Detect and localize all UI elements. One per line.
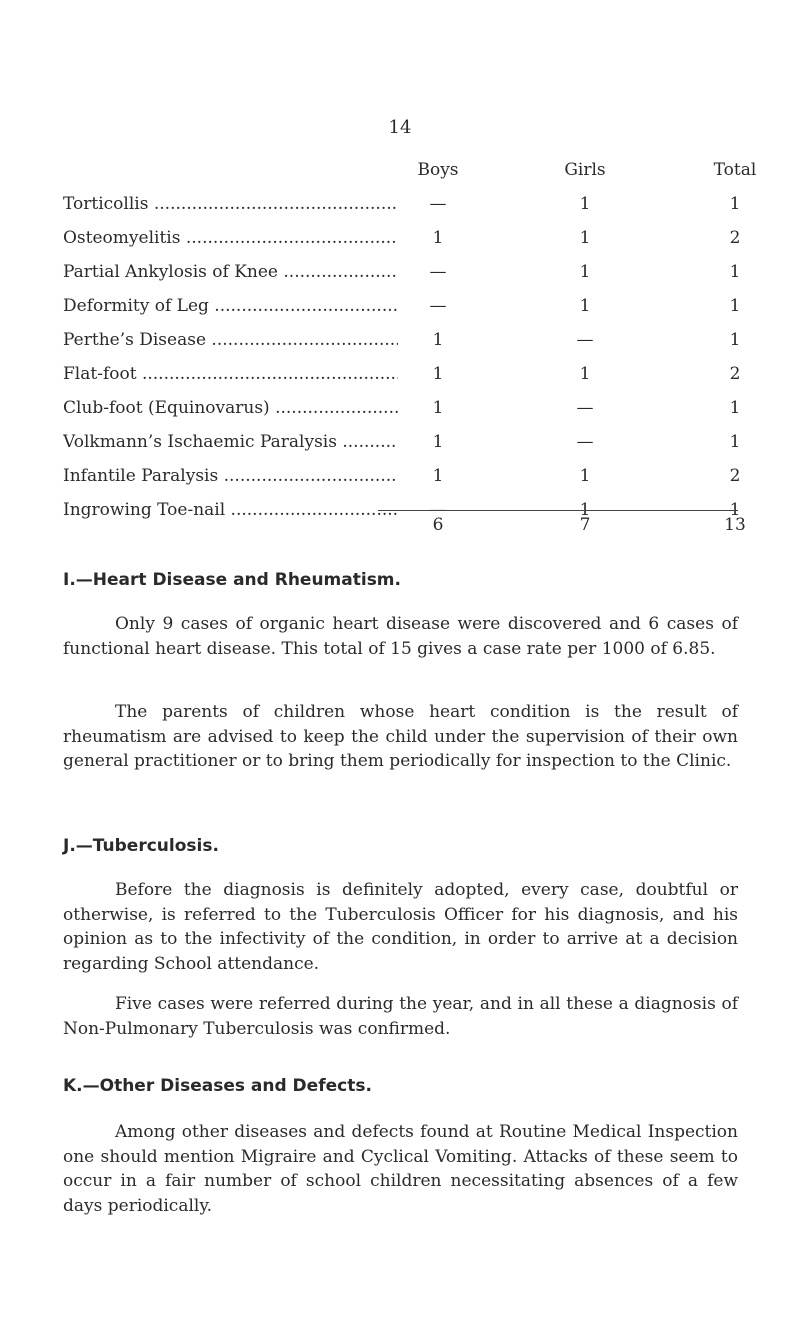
totals-divider [378,510,738,511]
table-row [63,194,743,228]
row-total: 1 [695,330,775,350]
row-boys: 1 [398,364,478,384]
row-label: Volkmann’s Ischaemic Paralysis ..... [63,432,453,452]
row-total: 1 [695,500,775,520]
total-boys: 6 [432,515,444,535]
row-label: Osteomyelitis ..... [63,228,453,248]
row-total: 1 [695,194,775,214]
table-row [63,432,743,466]
table-row [63,398,743,432]
row-label: Flat-foot ..... [63,364,453,384]
row-total: 1 [695,398,775,418]
row-boys: — [398,296,478,316]
row-total: 2 [695,364,775,384]
table-header [63,160,757,194]
table-row [63,466,743,500]
row-label: Perthe’s Disease ..... [63,330,453,350]
total-girls: 7 [579,515,591,535]
row-label: Club-foot (Equinovarus) ..... [63,398,453,418]
heading-heart-disease: I.—Heart Disease and Rheumatism. [63,570,401,590]
page-number: 14 [388,117,412,138]
row-label: Ingrowing Toe-nail ..... [63,500,453,520]
row-boys: 1 [398,228,478,248]
cases-table [63,160,757,534]
row-boys: 1 [398,330,478,350]
paragraph: Among other diseases and defects found at Routine Medical Inspection one should mention Migraire and Cyclical Vomiting. Attacks of these seem to occur in a fair number of school children necessitating absences of a few days periodically. [63,1122,738,1216]
paragraph: Before the diagnosis is definitely adopted, every case, doubtful or otherwise, is referred to the Tuberculosis Officer for his diagnosis, and his opinion as to the infectivity of the condition, in order to arrive at a decision regarding School attendance. [63,880,738,974]
row-label: Torticollis ..... [63,194,453,214]
paragraph: The parents of children whose heart condition is the result of rheumatism are advised to keep the child under the supervision of their own general practitioner or to bring them periodically for inspection to the Clinic. [63,702,738,771]
row-total: 1 [695,262,775,282]
table-row [63,228,743,262]
row-total: 1 [695,296,775,316]
paragraph: Five cases were referred during the year, and in all these a diagnosis of Non-Pulmonary Tuberculosis was confirmed. [63,994,738,1039]
header-total: Total [713,160,757,180]
row-girls: 1 [545,262,625,282]
row-girls: 1 [545,500,625,520]
row-girls: — [545,432,625,452]
row-girls: — [545,330,625,350]
row-total: 1 [695,432,775,452]
heading-other-diseases: K.—Other Diseases and Defects. [63,1076,372,1096]
header-boys: Boys [417,160,459,180]
row-girls: 1 [545,228,625,248]
table-row [63,262,743,296]
row-girls: 1 [545,364,625,384]
row-total: 2 [695,466,775,486]
header-girls: Girls [564,160,606,180]
row-boys: — [398,194,478,214]
row-girls: — [545,398,625,418]
row-label: Infantile Paralysis ..... [63,466,453,486]
row-boys: 1 [398,466,478,486]
row-girls: 1 [545,194,625,214]
row-label: Partial Ankylosis of Knee ..... [63,262,453,282]
table-row [63,296,743,330]
row-total: 2 [695,228,775,248]
total-all: 13 [724,515,746,535]
row-label: Deformity of Leg ..... [63,296,453,316]
totals-row [63,515,746,545]
row-boys: 1 [398,432,478,452]
row-girls: 1 [545,296,625,316]
row-boys: — [398,262,478,282]
row-girls: 1 [545,466,625,486]
table-row [63,364,743,398]
row-boys: — [398,500,478,520]
row-boys: 1 [398,398,478,418]
table-row [63,330,743,364]
heading-tuberculosis: J.—Tuberculosis. [63,836,219,856]
paragraph: Only 9 cases of organic heart disease were discovered and 6 cases of functional heart disease. This total of 15 gives a case rate per 1000 of 6.85. [63,614,738,659]
